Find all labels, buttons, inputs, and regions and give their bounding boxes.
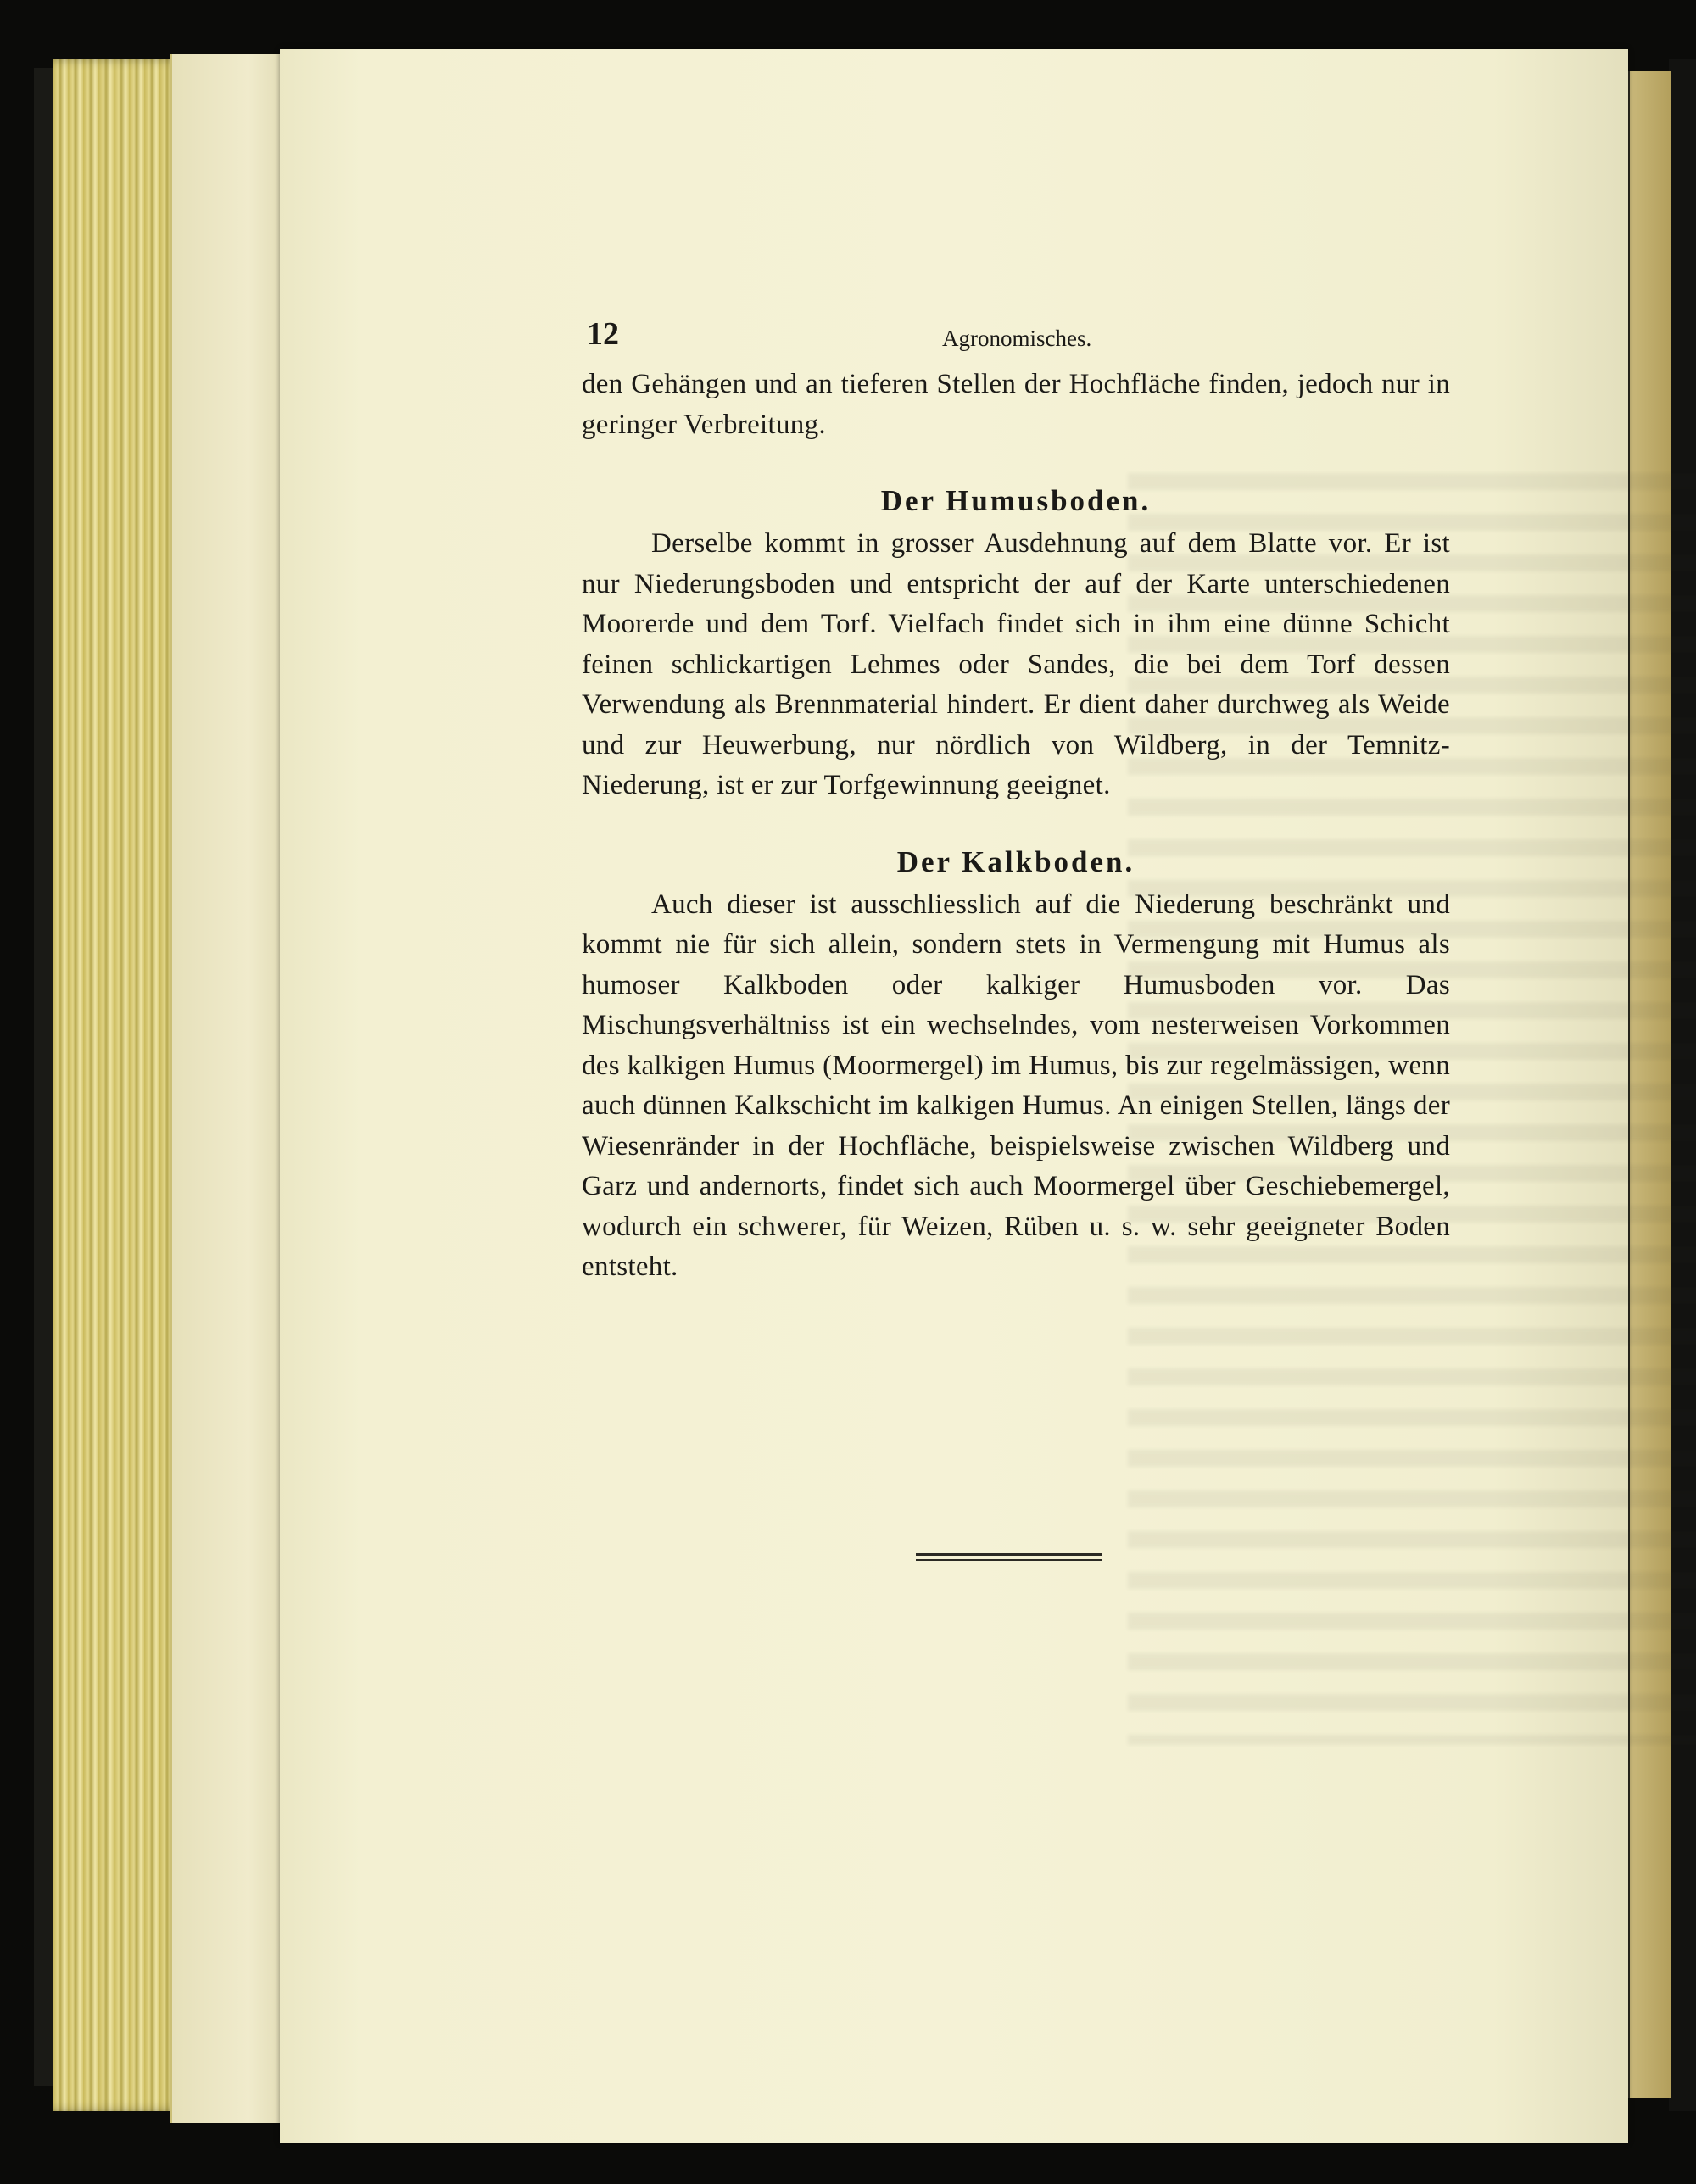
end-rule [916, 1553, 1102, 1561]
page-header [582, 305, 1450, 365]
running-head: Agronomisches. [942, 326, 1092, 351]
intro-paragraph: den Gehängen und an tieferen Stellen der Hochfläche finden, jedoch nur in geringer Verbreitung. [582, 369, 1450, 440]
section-heading-kalkboden: Der Kalkboden. [896, 844, 1135, 878]
paragraph-kalkboden: Auch dieser ist ausschliesslich auf die Niederung beschränkt und kommt nie für sich allein, sondern stets in Vermengung mit Humus als humoser Kalkboden oder kalkiger Humusboden vor. Das Mischungsverhältniss ist ein wechselndes, vom nesterweisen Vorkommen des kalkigen Humus (Moormergel) im Humus, bis zur regelmässigen, wenn auch dünnen Kalkschicht im kalkigen Humus. An einigen Stellen, längs der Wiesenränder in der Hochfläche, beispielsweise zwischen Wildberg und Garz und andernorts, findet sich auch Moormergel über Geschiebemergel, wodurch ein schwerer, für Weizen, Rüben u. s. w. sehr geeigneter Boden entsteht. [582, 889, 1450, 1282]
section-heading-humusboden: Der Humusboden. [880, 484, 1152, 517]
page-number: 12 [587, 316, 619, 352]
paragraph-humusboden: Derselbe kommt in grosser Ausdehnung auf dem Blatte vor. Er ist nur Niederungsboden und entspricht der auf der Karte unterschiedenen Moorerde und dem Torf. Vielfach findet sich in ihm eine dünne Schicht feinen schlickartigen Lehmes oder Sandes, die bei dem Torf dessen Verwendung als Brennmaterial hindert. Er dient daher durchweg als Weide und zur Heuwerbung, nur nördlich von Wildberg, in der Temnitz-Niederung, ist er zur Torfgewinnung geeignet. [582, 528, 1450, 800]
page-text-block [582, 305, 1450, 1288]
